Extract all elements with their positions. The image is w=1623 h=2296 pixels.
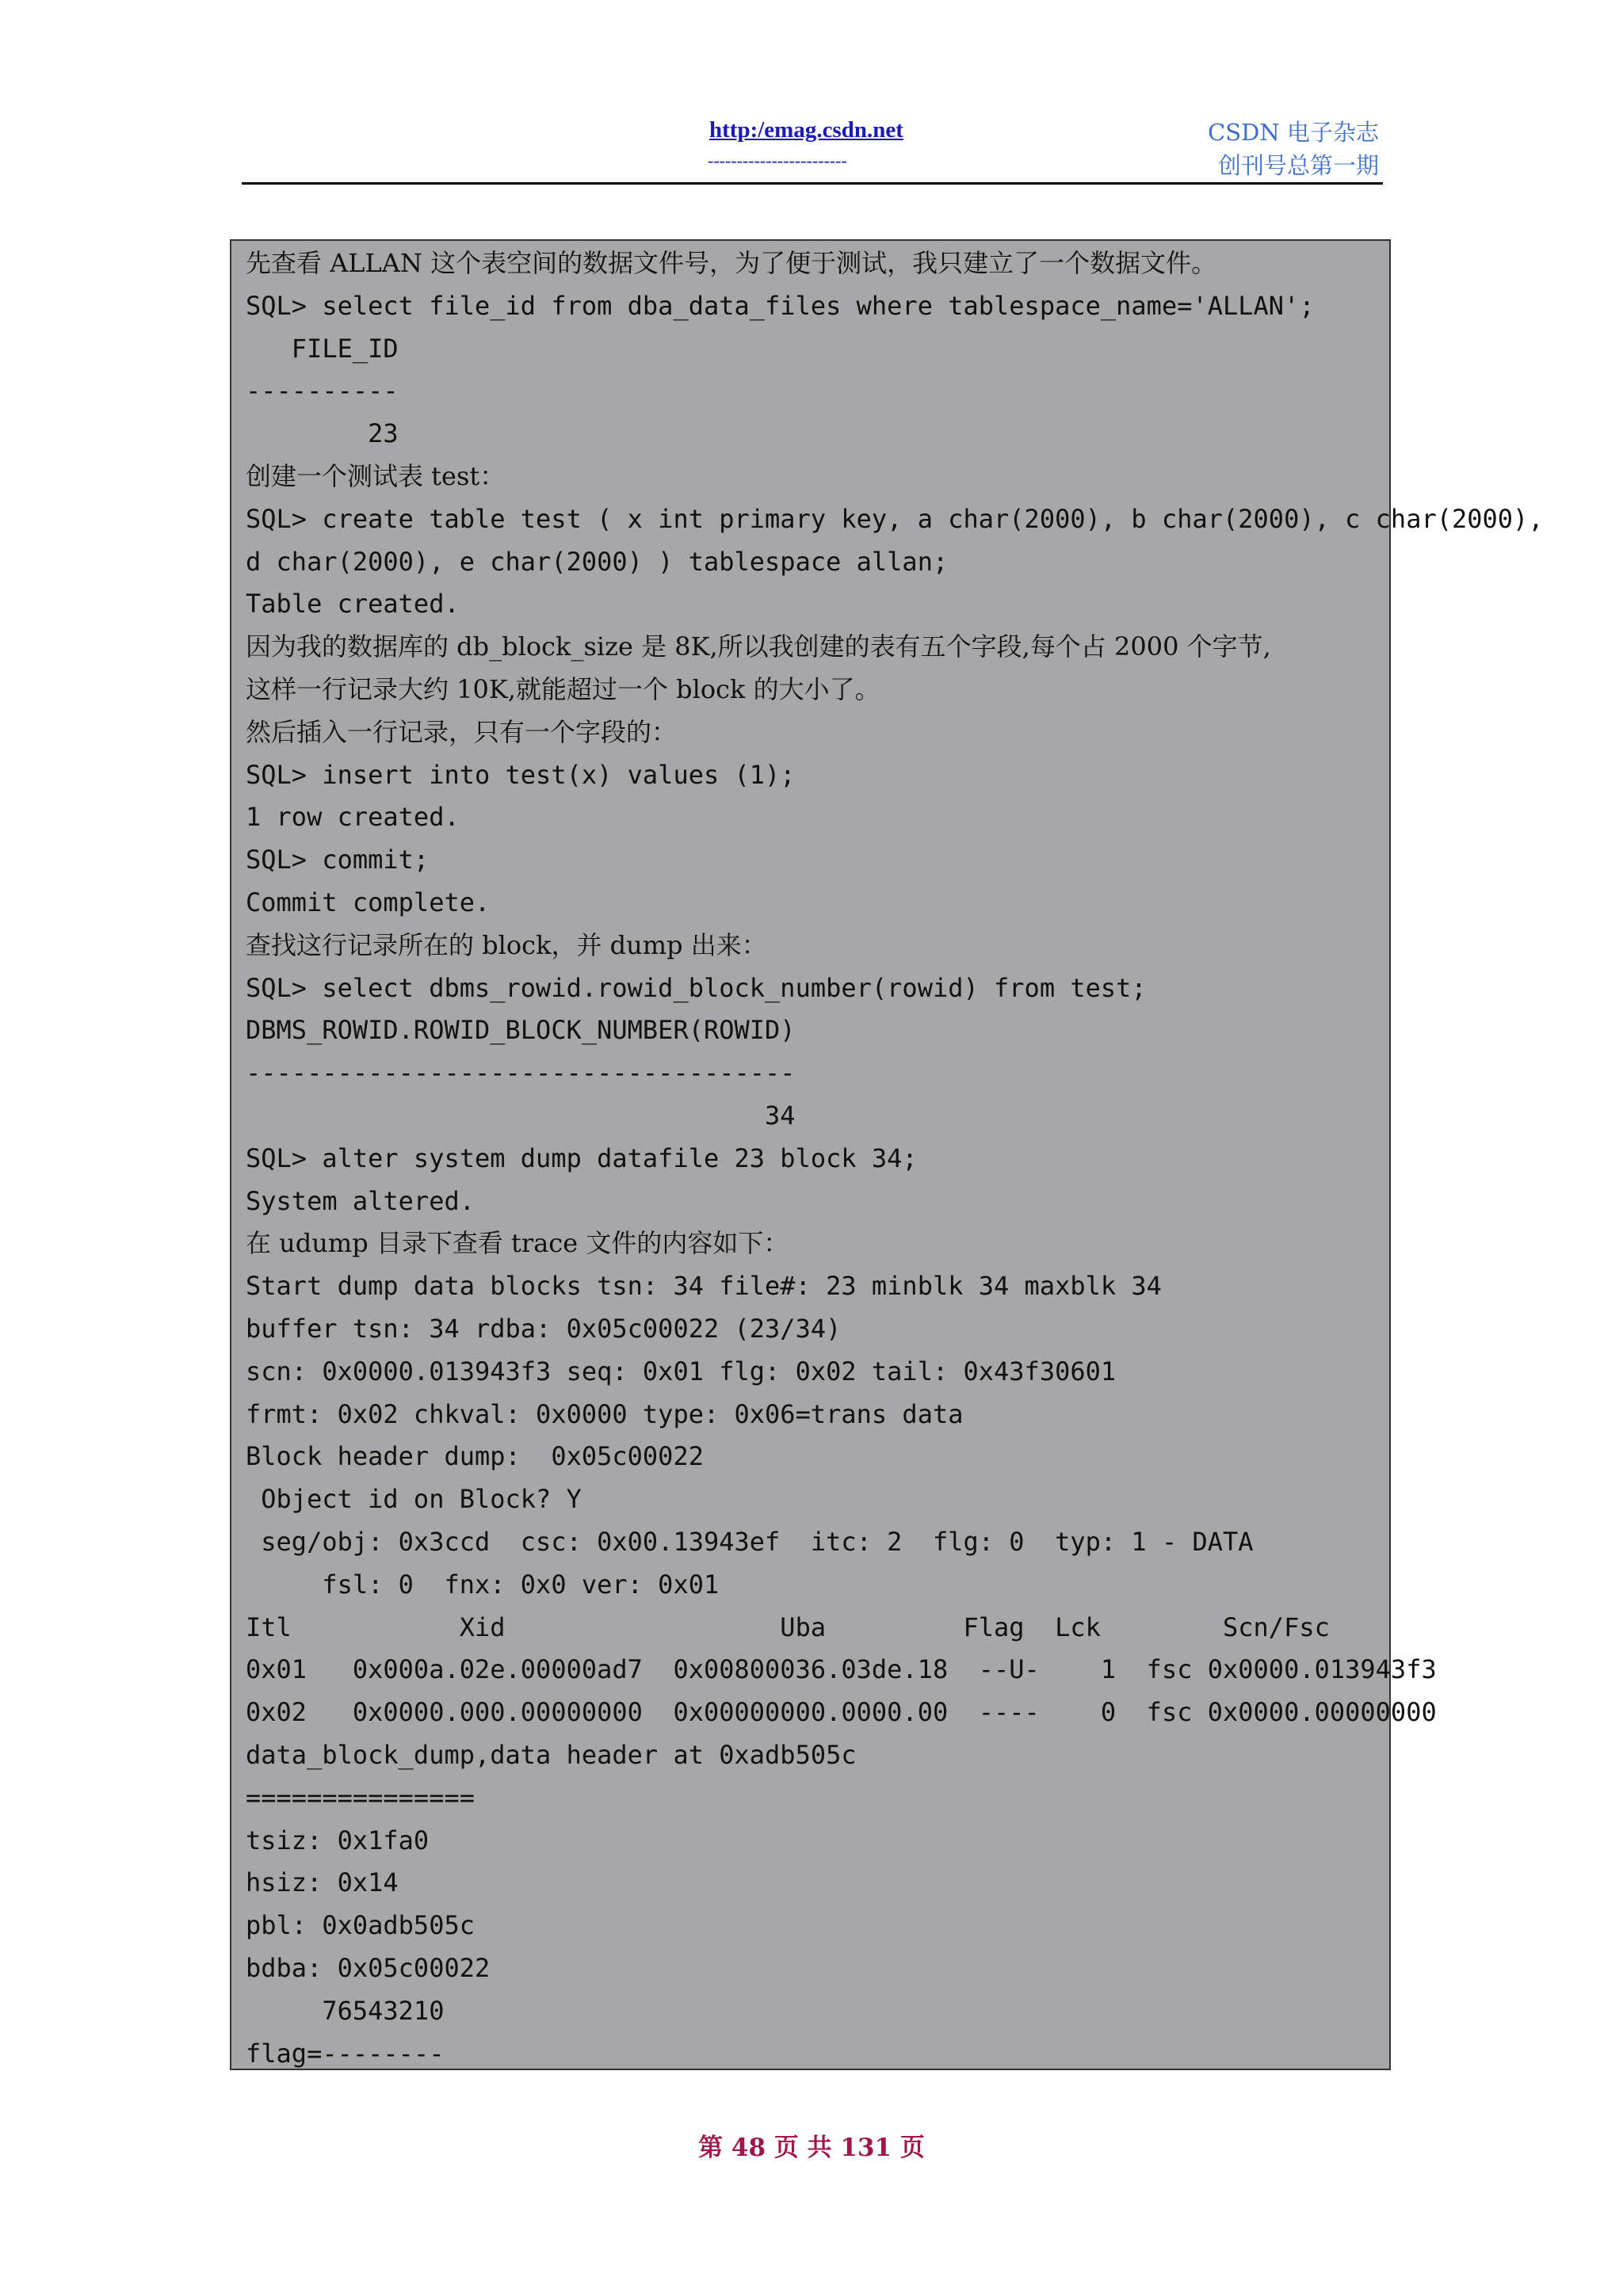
code-line: 查找这行记录所在的 block，并 dump 出来： bbox=[246, 929, 767, 960]
code-line: Commit complete. bbox=[246, 887, 491, 917]
code-line: 这样一行记录大约 10K,就能超过一个 block 的大小了。 bbox=[246, 674, 880, 704]
page-number: 第 48 页 共 131 页 bbox=[698, 2134, 925, 2162]
code-line: SQL> alter system dump datafile 23 block 34; bbox=[246, 1142, 918, 1173]
code-line: SQL> create table test ( x int primary key, a char(2000), b char(2000), c char(2000), bbox=[246, 503, 1544, 534]
code-line: 1 row created. bbox=[246, 802, 460, 833]
code-line: 0x01 0x000a.02e.00000ad7 0x00800036.03de.18 --U- 1 fsc 0x0000.013943f3 bbox=[246, 1654, 1437, 1685]
code-line: 34 bbox=[246, 1100, 796, 1131]
code-line: Start dump data blocks tsn: 34 file#: 23 minblk 34 maxblk 34 bbox=[246, 1271, 1162, 1302]
code-line: seg/obj: 0x3ccd csc: 0x00.13943ef itc: 2 flg: 0 typ: 1 - DATA bbox=[246, 1527, 1254, 1557]
code-line: fsl: 0 fnx: 0x0 ver: 0x01 bbox=[246, 1569, 720, 1600]
code-line: hsiz: 0x14 bbox=[246, 1867, 399, 1898]
magazine-issue: 创刊号总第一期 bbox=[1217, 152, 1379, 179]
code-line: 在 udump 目录下查看 trace 文件的内容如下： bbox=[246, 1228, 789, 1259]
code-line: SQL> select dbms_rowid.rowid_block_number(rowid) from test; bbox=[246, 972, 1147, 1003]
header-link[interactable]: http:/emag.csdn.net bbox=[709, 117, 903, 143]
magazine-title bbox=[1208, 116, 1379, 182]
code-line: 0x02 0x0000.000.00000000 0x00000000.0000.00 ---- 0 fsc 0x0000.00000000 bbox=[246, 1697, 1437, 1728]
code-line: 先查看 ALLAN 这个表空间的数据文件号，为了便于测试，我只建立了一个数据文件。 bbox=[246, 248, 1217, 278]
code-line: 76543210 bbox=[246, 1995, 445, 2026]
code-line: =============== bbox=[246, 1782, 475, 1813]
code-line: d char(2000), e char(2000) ) tablespace allan; bbox=[246, 546, 949, 577]
code-line: flag=-------- bbox=[246, 2038, 445, 2069]
code-line: data_block_dump,data header at 0xadb505c bbox=[246, 1740, 857, 1770]
code-line: bdba: 0x05c00022 bbox=[246, 1953, 491, 1983]
code-line: ------------------------------------ bbox=[246, 1058, 796, 1089]
code-line: tsiz: 0x1fa0 bbox=[246, 1825, 430, 1855]
code-line: ---------- bbox=[246, 376, 399, 406]
code-line: Block header dump: 0x05c00022 bbox=[246, 1441, 704, 1472]
code-line: 创建一个测试表 test： bbox=[246, 461, 506, 491]
magazine-name: CSDN 电子杂志 bbox=[1208, 119, 1379, 146]
code-line: frmt: 0x02 chkval: 0x0000 type: 0x06=trans data bbox=[246, 1398, 964, 1429]
code-line: Itl Xid Uba Flag Lck Scn/Fsc bbox=[246, 1611, 1330, 1642]
code-line: System altered. bbox=[246, 1185, 475, 1216]
code-line: SQL> select file_id from dba_data_files where tablespace_name='ALLAN'; bbox=[246, 290, 1315, 321]
code-line: buffer tsn: 34 rdba: 0x05c00022 (23/34) bbox=[246, 1314, 842, 1344]
code-line: 然后插入一行记录，只有一个字段的： bbox=[246, 716, 678, 747]
header-link-underline: ------------------------ bbox=[708, 151, 847, 170]
header-divider bbox=[242, 182, 1383, 185]
code-line: DBMS_ROWID.ROWID_BLOCK_NUMBER(ROWID) bbox=[246, 1015, 796, 1046]
code-line: pbl: 0x0adb505c bbox=[246, 1910, 475, 1941]
code-line: scn: 0x0000.013943f3 seq: 0x01 flg: 0x02 tail: 0x43f30601 bbox=[246, 1356, 1117, 1386]
code-line: 因为我的数据库的 db_block_size 是 8K,所以我创建的表有五个字段,每个占 2000 个字节, bbox=[246, 631, 1271, 662]
code-line: SQL> insert into test(x) values (1); bbox=[246, 759, 796, 790]
code-line: SQL> commit; bbox=[246, 845, 430, 875]
code-line: 23 bbox=[246, 418, 399, 449]
code-line: FILE_ID bbox=[246, 333, 399, 364]
code-line: Table created. bbox=[246, 589, 460, 620]
code-line: Object id on Block? Y bbox=[246, 1484, 582, 1515]
